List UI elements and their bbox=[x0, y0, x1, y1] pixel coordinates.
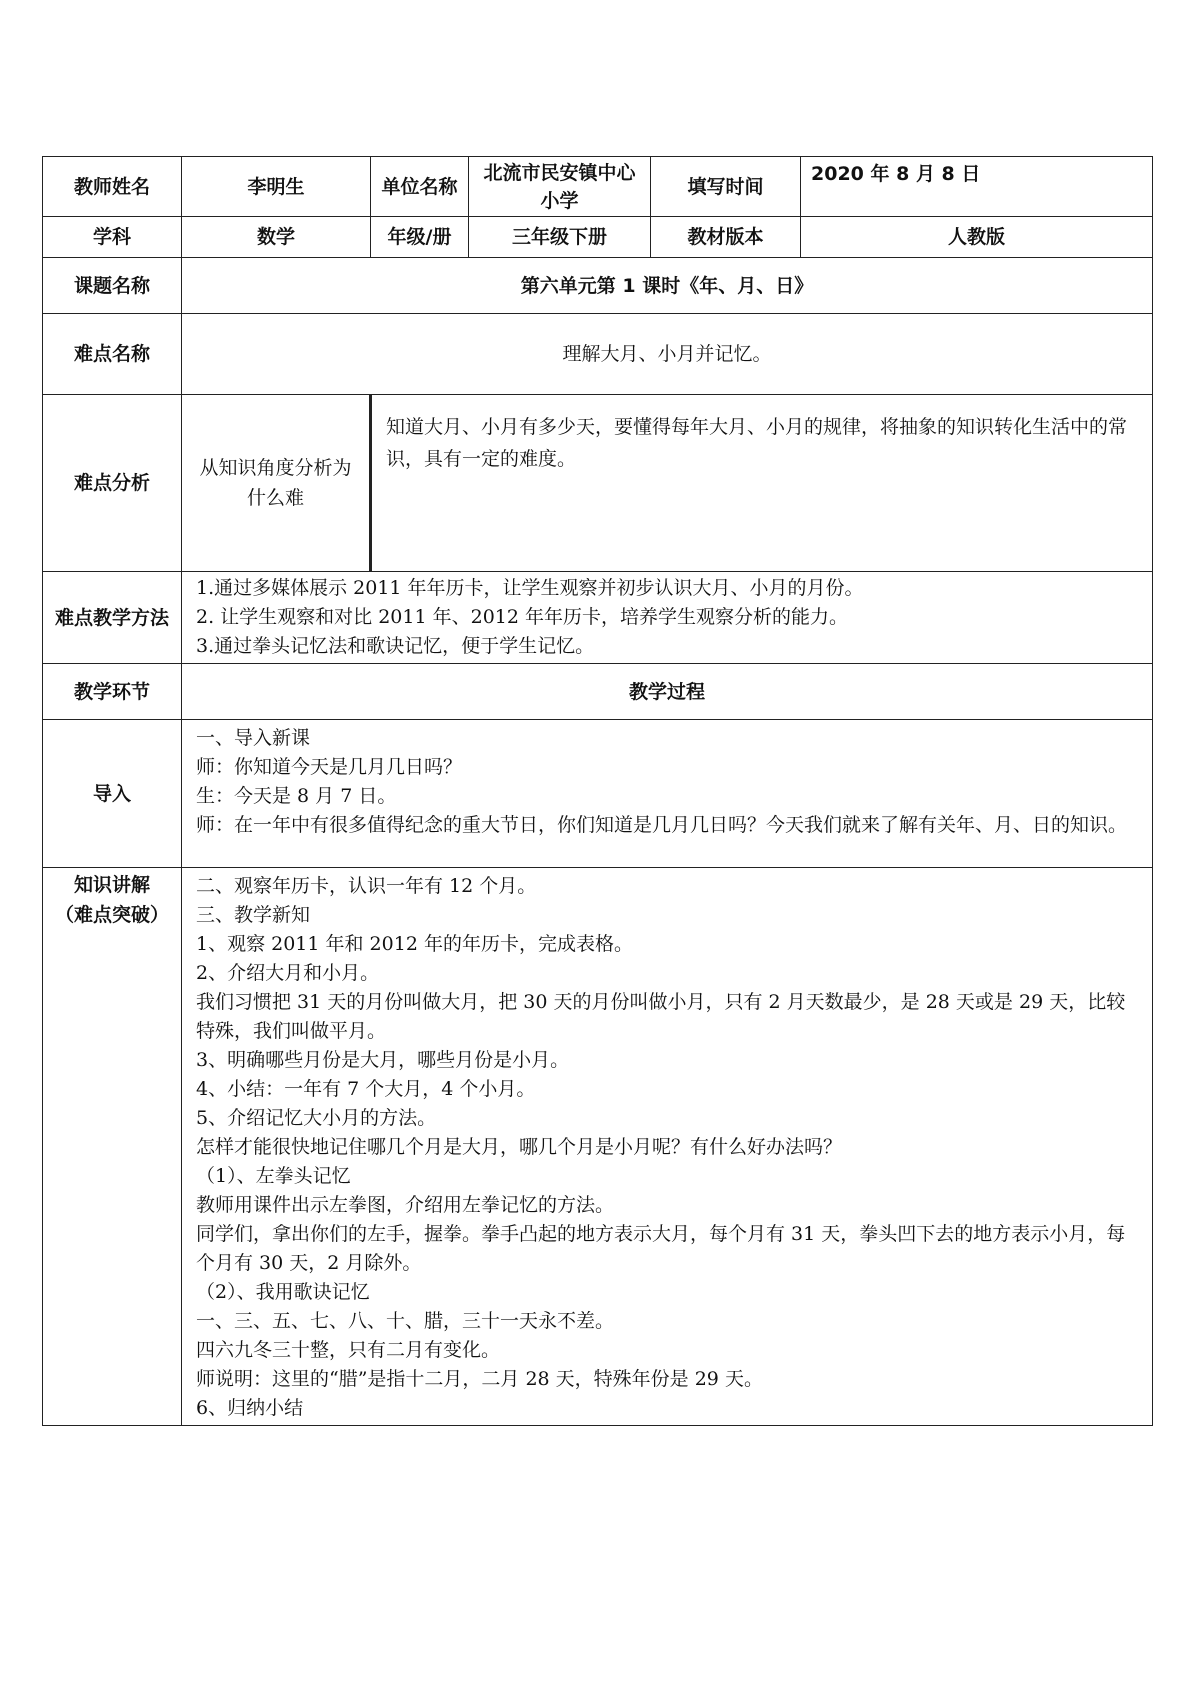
lesson-plan-table bbox=[42, 156, 1153, 1426]
knowledge-line: 3、明确哪些月份是大月，哪些月份是小月。 bbox=[196, 1049, 570, 1071]
edition-value: 人教版 bbox=[801, 217, 1153, 258]
title-row bbox=[43, 258, 1153, 314]
knowledge-line: 一、三、五、七、八、十、腊，三十一天永不差。 bbox=[196, 1310, 615, 1332]
fill-date-value: 2020 年 8 月 8 日 bbox=[801, 157, 1153, 217]
subject-row bbox=[43, 217, 1153, 258]
edition-label: 教材版本 bbox=[651, 217, 801, 258]
knowledge-row bbox=[43, 868, 1153, 1426]
knowledge-line: 6、归纳小结 bbox=[196, 1397, 304, 1419]
lesson-title-label: 课题名称 bbox=[43, 258, 182, 314]
knowledge-line: （1）、左拳头记忆 bbox=[196, 1165, 351, 1187]
teacher-name-value: 李明生 bbox=[182, 157, 371, 217]
knowledge-label-line1: 知识讲解 bbox=[73, 874, 150, 896]
knowledge-content bbox=[182, 868, 1153, 1426]
subject-label: 学科 bbox=[43, 217, 182, 258]
knowledge-line: 三、教学新知 bbox=[196, 904, 311, 926]
unit-name-label: 单位名称 bbox=[371, 157, 469, 217]
teaching-method-content bbox=[182, 572, 1153, 664]
lesson-title-value: 第六单元第 1 课时《年、月、日》 bbox=[182, 258, 1153, 314]
intro-content bbox=[182, 720, 1153, 868]
knowledge-line: 二、观察年历卡，认识一年有 12 个月。 bbox=[196, 875, 537, 897]
knowledge-line: 5、介绍记忆大小月的方法。 bbox=[196, 1107, 437, 1129]
difficulty-analysis-label: 难点分析 bbox=[43, 395, 182, 572]
intro-line: 师：在一年中有很多值得纪念的重大节日，你们知道是几月几日吗？今天我们就来了解有关年、月、日的知识。 bbox=[196, 814, 1128, 836]
knowledge-line: 2、介绍大月和小月。 bbox=[196, 962, 380, 984]
teacher-row bbox=[43, 157, 1153, 217]
intro-line: 师：你知道今天是几月几日吗？ bbox=[196, 756, 463, 778]
knowledge-line: 1、观察 2011 年和 2012 年的年历卡，完成表格。 bbox=[196, 933, 633, 955]
knowledge-line: 教师用课件出示左拳图，介绍用左拳记忆的方法。 bbox=[196, 1194, 615, 1216]
method-row bbox=[43, 572, 1153, 664]
intro-line: 生：今天是 8 月 7 日。 bbox=[196, 785, 397, 807]
method-line: 1.通过多媒体展示 2011 年年历卡，让学生观察并初步认识大月、小月的月份。 bbox=[196, 577, 864, 599]
process-header-row bbox=[43, 664, 1153, 720]
analysis-row bbox=[43, 395, 1153, 572]
analysis-text: 知道大月、小月有多少天，要懂得每年大月、小月的规律，将抽象的知识转化生活中的常识，具有一定的难度。 bbox=[386, 416, 1128, 470]
difficulty-row bbox=[43, 314, 1153, 395]
teaching-process-label: 教学过程 bbox=[182, 664, 1153, 720]
knowledge-line: 四六九冬三十整，只有二月有变化。 bbox=[196, 1339, 501, 1361]
method-line: 3.通过拳头记忆法和歌诀记忆，便于学生记忆。 bbox=[196, 635, 595, 657]
intro-row bbox=[43, 720, 1153, 868]
knowledge-label bbox=[43, 868, 182, 1426]
grade-label: 年级/册 bbox=[371, 217, 469, 258]
unit-name-value: 北流市民安镇中心小学 bbox=[469, 157, 651, 217]
method-line: 2. 让学生观察和对比 2011 年、2012 年年历卡，培养学生观察分析的能力。 bbox=[196, 606, 848, 628]
analysis-sub-label: 从知识角度分析为什么难 bbox=[182, 395, 371, 572]
subject-value: 数学 bbox=[182, 217, 371, 258]
fill-date-label: 填写时间 bbox=[651, 157, 801, 217]
knowledge-line: 4、小结：一年有 7 个大月，4 个小月。 bbox=[196, 1078, 536, 1100]
difficulty-name-value: 理解大月、小月并记忆。 bbox=[182, 314, 1153, 395]
teacher-name-label: 教师姓名 bbox=[43, 157, 182, 217]
teaching-method-label: 难点教学方法 bbox=[43, 572, 182, 664]
intro-line: 一、导入新课 bbox=[196, 727, 311, 749]
intro-label: 导入 bbox=[43, 720, 182, 868]
analysis-content bbox=[371, 395, 1153, 572]
teaching-stage-label: 教学环节 bbox=[43, 664, 182, 720]
knowledge-line: （2）、我用歌诀记忆 bbox=[196, 1281, 370, 1303]
knowledge-line: 我们习惯把 31 天的月份叫做大月，把 30 天的月份叫做小月，只有 2 月天数最少，是 28 天或是 29 天，比较特殊，我们叫做平月。 bbox=[196, 991, 1126, 1042]
grade-value: 三年级下册 bbox=[469, 217, 651, 258]
knowledge-label-line2: （难点突破） bbox=[54, 904, 169, 926]
knowledge-line: 师说明：这里的“腊”是指十二月，二月 28 天，特殊年份是 29 天。 bbox=[196, 1368, 763, 1390]
difficulty-name-label: 难点名称 bbox=[43, 314, 182, 395]
knowledge-line: 怎样才能很快地记住哪几个月是大月，哪几个月是小月呢？有什么好办法吗？ bbox=[196, 1136, 843, 1158]
knowledge-line: 同学们，拿出你们的左手，握拳。拳手凸起的地方表示大月，每个月有 31 天，拳头凹下去的地方表示小月，每个月有 30 天，2 月除外。 bbox=[196, 1223, 1126, 1274]
